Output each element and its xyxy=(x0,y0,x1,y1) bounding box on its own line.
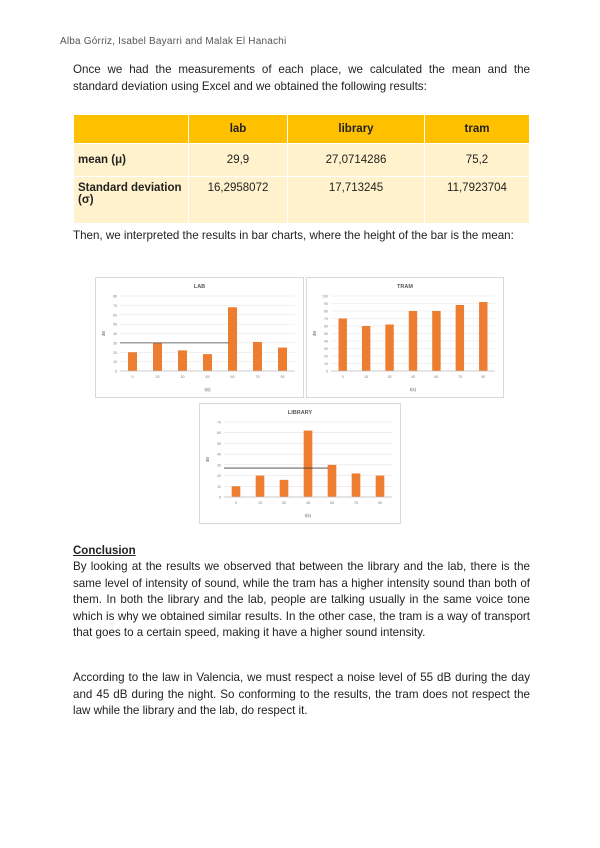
y-tick-label: 0 xyxy=(115,369,117,374)
y-axis-label: dB xyxy=(312,330,317,337)
table-row xyxy=(74,143,529,176)
conclusion-paragraph-2: According to the law in Valencia, we must respect a noise level of 55 dB during the day and 45 dB during the night. So conforming to the results, the tram does not respect the law while the library and the lab, do respect it. xyxy=(73,671,530,717)
table-header-cell: tram xyxy=(425,115,529,143)
bar xyxy=(456,305,464,371)
y-tick-label: 40 xyxy=(113,332,117,336)
x-tick-label: 15 xyxy=(258,501,262,505)
y-tick-label: 10 xyxy=(113,360,117,365)
y-tick-label: 20 xyxy=(324,354,328,359)
y-tick-label: 30 xyxy=(217,463,221,468)
x-tick-label: 30 xyxy=(387,375,392,379)
y-axis-label: dB xyxy=(101,330,106,337)
y-tick-label: 0 xyxy=(326,369,328,374)
tram-chart xyxy=(306,277,504,398)
bar xyxy=(228,307,237,371)
intro-paragraph: Once we had the measurements of each place, we calculated the mean and the standard deviation using Excel and we obtained the following results: xyxy=(73,63,530,93)
x-axis-label: t(s) xyxy=(304,513,312,518)
table-cell: 29,9 xyxy=(189,143,287,176)
y-tick-label: 100 xyxy=(322,294,328,299)
x-axis-label: t(s) xyxy=(204,387,211,392)
y-axis-label: dB xyxy=(205,456,210,463)
bar xyxy=(338,319,346,372)
bar xyxy=(479,302,487,371)
library-chart xyxy=(199,403,401,524)
x-tick-label: 60 xyxy=(330,501,334,505)
table-cell: 16,2958072 xyxy=(189,176,287,223)
chart-title: LIBRARY xyxy=(287,410,313,416)
conclusion-paragraph-1: By looking at the results we observed that between the library and the lab, there is the same level of intensity of sound, while the tram has a higher intensity sound than both of them. In both the library and the lab, people are talking usually in the same voice tone which is why we obtained similar results. In the other case, the tram is a way of transport that goes to a certain speed, making it have a higher sound intensity. xyxy=(73,560,530,639)
y-tick-label: 0 xyxy=(219,495,221,500)
row-label-std: Standard deviation (σ) xyxy=(74,176,188,223)
table-header-cell: lab xyxy=(189,115,287,143)
y-tick-label: 80 xyxy=(113,294,117,299)
bar xyxy=(376,476,385,497)
table-cell: 75,2 xyxy=(425,143,529,176)
x-tick-label: 75 xyxy=(457,375,462,379)
bar xyxy=(203,354,212,371)
y-tick-label: 70 xyxy=(324,317,328,321)
x-tick-label: 90 xyxy=(280,375,285,379)
x-tick-label: 60 xyxy=(230,375,235,379)
table-cell: 27,0714286 xyxy=(288,143,424,176)
x-tick-label: 90 xyxy=(481,375,486,379)
conclusion-heading: Conclusion xyxy=(73,545,136,557)
y-tick-label: 40 xyxy=(324,339,328,344)
y-tick-label: 20 xyxy=(113,350,117,355)
bar xyxy=(128,352,137,371)
bar xyxy=(278,348,287,371)
library-bar-chart-svg xyxy=(200,404,400,523)
table-cell: 11,7923704 xyxy=(425,176,529,223)
x-tick-label: 15 xyxy=(364,375,369,379)
x-tick-label: 60 xyxy=(434,375,439,379)
y-tick-label: 30 xyxy=(324,347,328,351)
bar xyxy=(153,343,162,371)
x-tick-label: 0 xyxy=(131,375,134,379)
lab-bar-chart-svg xyxy=(96,278,303,397)
x-tick-label: 45 xyxy=(205,375,210,379)
row-label-mean: mean (μ) xyxy=(74,143,188,176)
bar xyxy=(178,350,187,371)
x-tick-label: 15 xyxy=(155,375,160,379)
tram-bar-chart-svg xyxy=(307,278,503,397)
y-tick-label: 40 xyxy=(217,452,221,457)
lab-chart xyxy=(95,277,304,398)
x-tick-label: 30 xyxy=(282,501,286,505)
bar xyxy=(432,311,440,371)
x-axis-label: t(s) xyxy=(409,387,417,392)
y-tick-label: 60 xyxy=(113,313,117,318)
x-tick-label: 30 xyxy=(180,375,185,379)
y-tick-label: 70 xyxy=(113,303,117,308)
bar xyxy=(352,473,361,497)
table-row xyxy=(74,176,529,223)
table-header-cell xyxy=(74,115,188,143)
table-header-cell: library xyxy=(288,115,424,143)
y-tick-label: 60 xyxy=(324,324,328,329)
y-tick-label: 10 xyxy=(217,484,221,489)
bar xyxy=(304,431,313,497)
y-tick-label: 80 xyxy=(324,309,328,314)
bar xyxy=(328,465,337,497)
table-header-row xyxy=(74,115,529,143)
x-tick-label: 0 xyxy=(341,375,344,379)
bar xyxy=(280,480,289,497)
page-header-authors: Alba Górriz, Isabel Bayarri and Malak El Hanachi xyxy=(60,36,287,47)
x-tick-label: 90 xyxy=(378,501,382,505)
y-tick-label: 10 xyxy=(324,362,328,366)
x-tick-label: 45 xyxy=(411,375,415,379)
y-tick-label: 90 xyxy=(324,302,328,306)
bar xyxy=(256,476,265,497)
y-tick-label: 20 xyxy=(217,474,221,479)
x-tick-label: 45 xyxy=(306,501,310,505)
y-tick-label: 50 xyxy=(324,332,328,336)
bar xyxy=(409,311,417,371)
y-tick-label: 60 xyxy=(217,431,221,436)
x-tick-label: 75 xyxy=(255,375,260,379)
y-tick-label: 50 xyxy=(113,322,117,327)
charts-intro-paragraph: Then, we interpreted the results in bar charts, where the height of the bar is the mean: xyxy=(73,229,514,242)
bar xyxy=(362,326,370,371)
y-tick-label: 30 xyxy=(113,341,117,346)
chart-title: TRAM xyxy=(397,284,413,290)
x-tick-label: 75 xyxy=(354,501,358,505)
y-tick-label: 50 xyxy=(217,441,221,446)
results-table xyxy=(73,115,530,223)
bar xyxy=(232,486,241,497)
chart-title: LAB xyxy=(193,284,206,290)
bar xyxy=(385,325,393,372)
bar xyxy=(253,342,262,371)
y-tick-label: 70 xyxy=(217,420,221,425)
table-cell: 17,713245 xyxy=(288,176,424,223)
x-tick-label: 0 xyxy=(235,501,237,505)
